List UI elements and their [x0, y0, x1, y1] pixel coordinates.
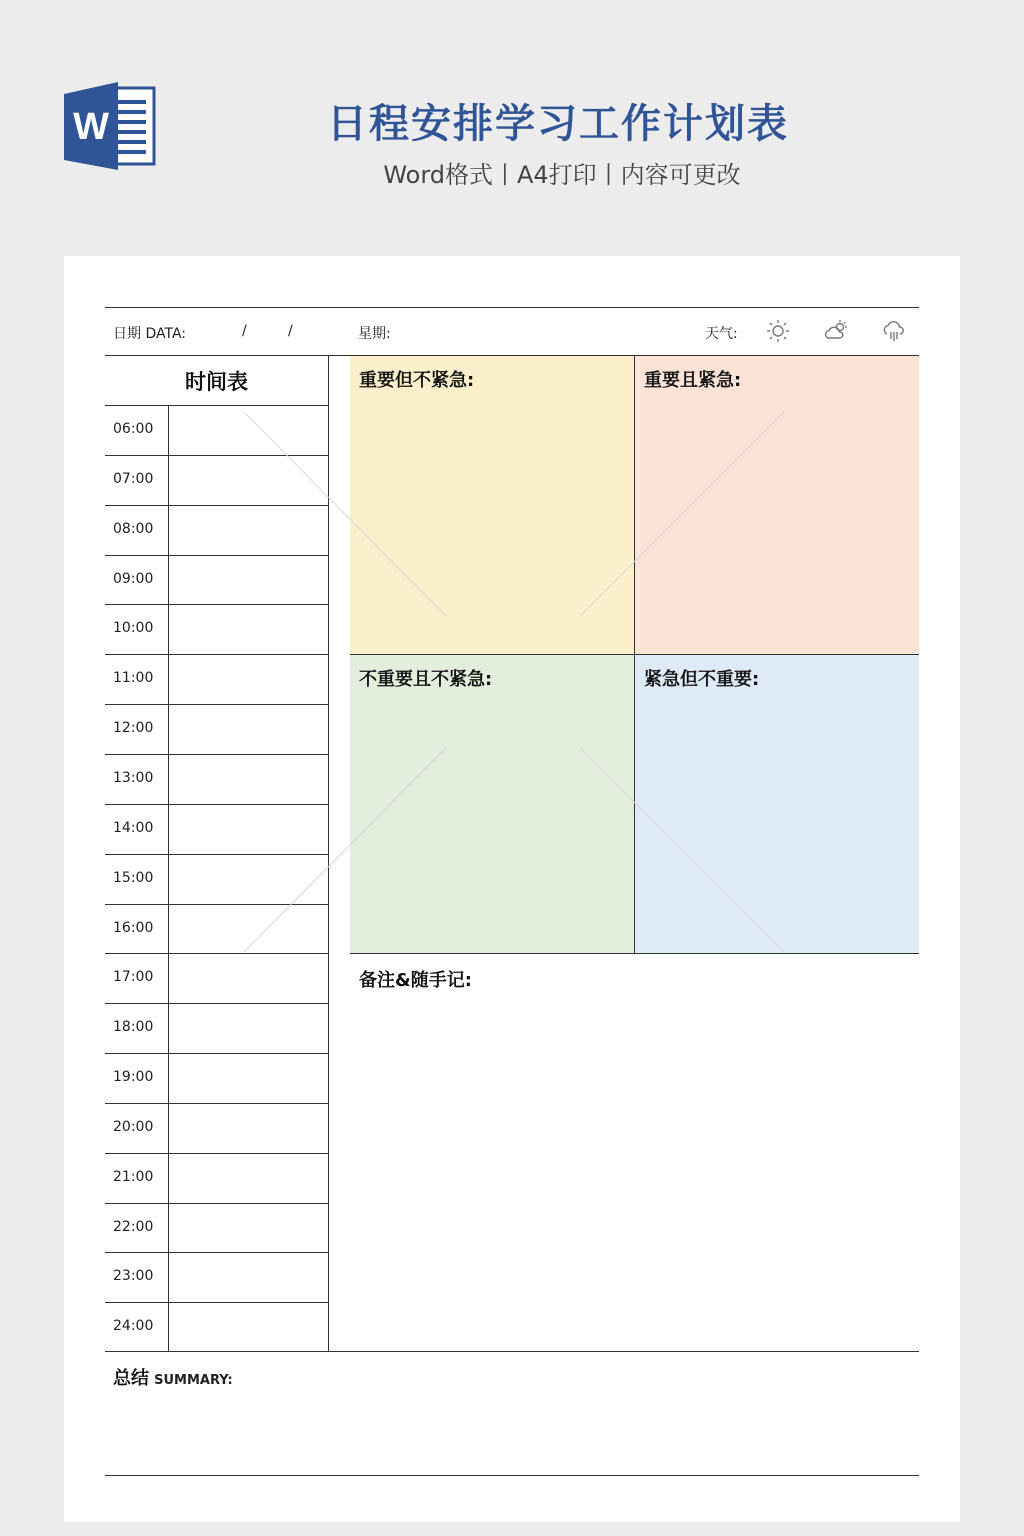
schedule-entry-cell[interactable] — [169, 506, 328, 555]
schedule-entry-cell[interactable] — [169, 805, 328, 854]
schedule-entry-cell[interactable] — [169, 1303, 328, 1352]
time-label: 08:00 — [113, 520, 154, 537]
time-label: 11:00 — [113, 670, 154, 687]
time-label: 06:00 — [113, 421, 154, 437]
schedule-entry-cell[interactable] — [169, 1104, 328, 1153]
notes-title: 备注&随手记: — [359, 970, 472, 991]
page-subtitle: Word格式丨A4打印丨内容可更改 — [383, 161, 741, 189]
schedule-entry-cell[interactable] — [169, 1004, 328, 1053]
divider — [105, 307, 919, 308]
weekday-label: 星期: — [358, 326, 391, 342]
time-label: 21:00 — [113, 1168, 154, 1185]
divider — [328, 355, 329, 1352]
time-label: 13:00 — [113, 769, 154, 786]
page-title: 日程安排学习工作计划表 — [327, 101, 789, 147]
schedule-entry-cell[interactable] — [169, 905, 328, 954]
schedule-entry-cell[interactable] — [169, 1154, 328, 1203]
time-label: 07:00 — [113, 470, 154, 487]
quadrant-title: 不重要且不紧急: — [359, 669, 493, 690]
time-label: 17:00 — [113, 969, 154, 986]
time-label: 22:00 — [113, 1218, 154, 1235]
word-logo-letter: W — [73, 106, 109, 148]
time-label: 24:00 — [113, 1318, 154, 1335]
time-label: 15:00 — [113, 869, 154, 886]
time-label: 12:00 — [113, 720, 154, 737]
quadrant-title: 重要且紧急: — [644, 370, 742, 391]
time-label: 23:00 — [113, 1268, 154, 1285]
schedule-entry-cell[interactable] — [169, 855, 328, 904]
planner-sheet — [64, 256, 960, 1522]
schedule-entry-cell[interactable] — [169, 655, 328, 704]
quadrant-important-not-urgent[interactable] — [350, 356, 634, 654]
time-label: 19:00 — [113, 1069, 154, 1086]
quadrant-title: 紧急但不重要: — [644, 669, 760, 690]
schedule-entry-cell[interactable] — [169, 1253, 328, 1302]
divider — [105, 1475, 919, 1476]
weather-label: 天气: — [705, 326, 738, 342]
rain-cloud-icon[interactable] — [881, 318, 907, 344]
quadrant-title: 重要但不紧急: — [359, 370, 475, 391]
time-label: 10:00 — [113, 620, 154, 637]
time-label: 20:00 — [113, 1118, 154, 1135]
schedule-entry-cell[interactable] — [169, 556, 328, 605]
summary-title — [113, 1364, 233, 1390]
notes-area[interactable] — [350, 996, 919, 1346]
time-label: 16:00 — [113, 919, 154, 936]
summary-title-cn: 总结 — [113, 1368, 149, 1389]
schedule-entry-cell[interactable] — [169, 755, 328, 804]
divider — [350, 953, 919, 954]
partly-cloudy-icon[interactable] — [823, 318, 849, 344]
date-separator: / — [288, 323, 293, 339]
schedule-entry-cell[interactable] — [169, 954, 328, 1003]
schedule-entry-cell[interactable] — [169, 1204, 328, 1253]
summary-area[interactable] — [105, 1396, 919, 1474]
schedule-entry-cell[interactable] — [169, 605, 328, 654]
summary-title-en: SUMMARY: — [154, 1373, 233, 1388]
schedule-title: 时间表 — [185, 370, 248, 394]
quadrant-important-urgent[interactable] — [635, 356, 919, 654]
quadrant-not-important-not-urgent[interactable] — [350, 655, 634, 953]
schedule-entry-cell[interactable] — [169, 406, 328, 455]
divider — [105, 1351, 919, 1352]
date-separator: / — [242, 323, 247, 339]
date-label: 日期 DATA: — [113, 326, 186, 342]
time-label: 09:00 — [113, 570, 154, 587]
divider — [350, 654, 919, 655]
schedule-entry-cell[interactable] — [169, 456, 328, 505]
quadrant-urgent-not-important[interactable] — [635, 655, 919, 953]
schedule-entry-cell[interactable] — [169, 1054, 328, 1103]
time-label: 14:00 — [113, 819, 154, 836]
sun-icon[interactable] — [765, 318, 791, 344]
schedule-entry-cell[interactable] — [169, 705, 328, 754]
time-label: 18:00 — [113, 1019, 154, 1036]
